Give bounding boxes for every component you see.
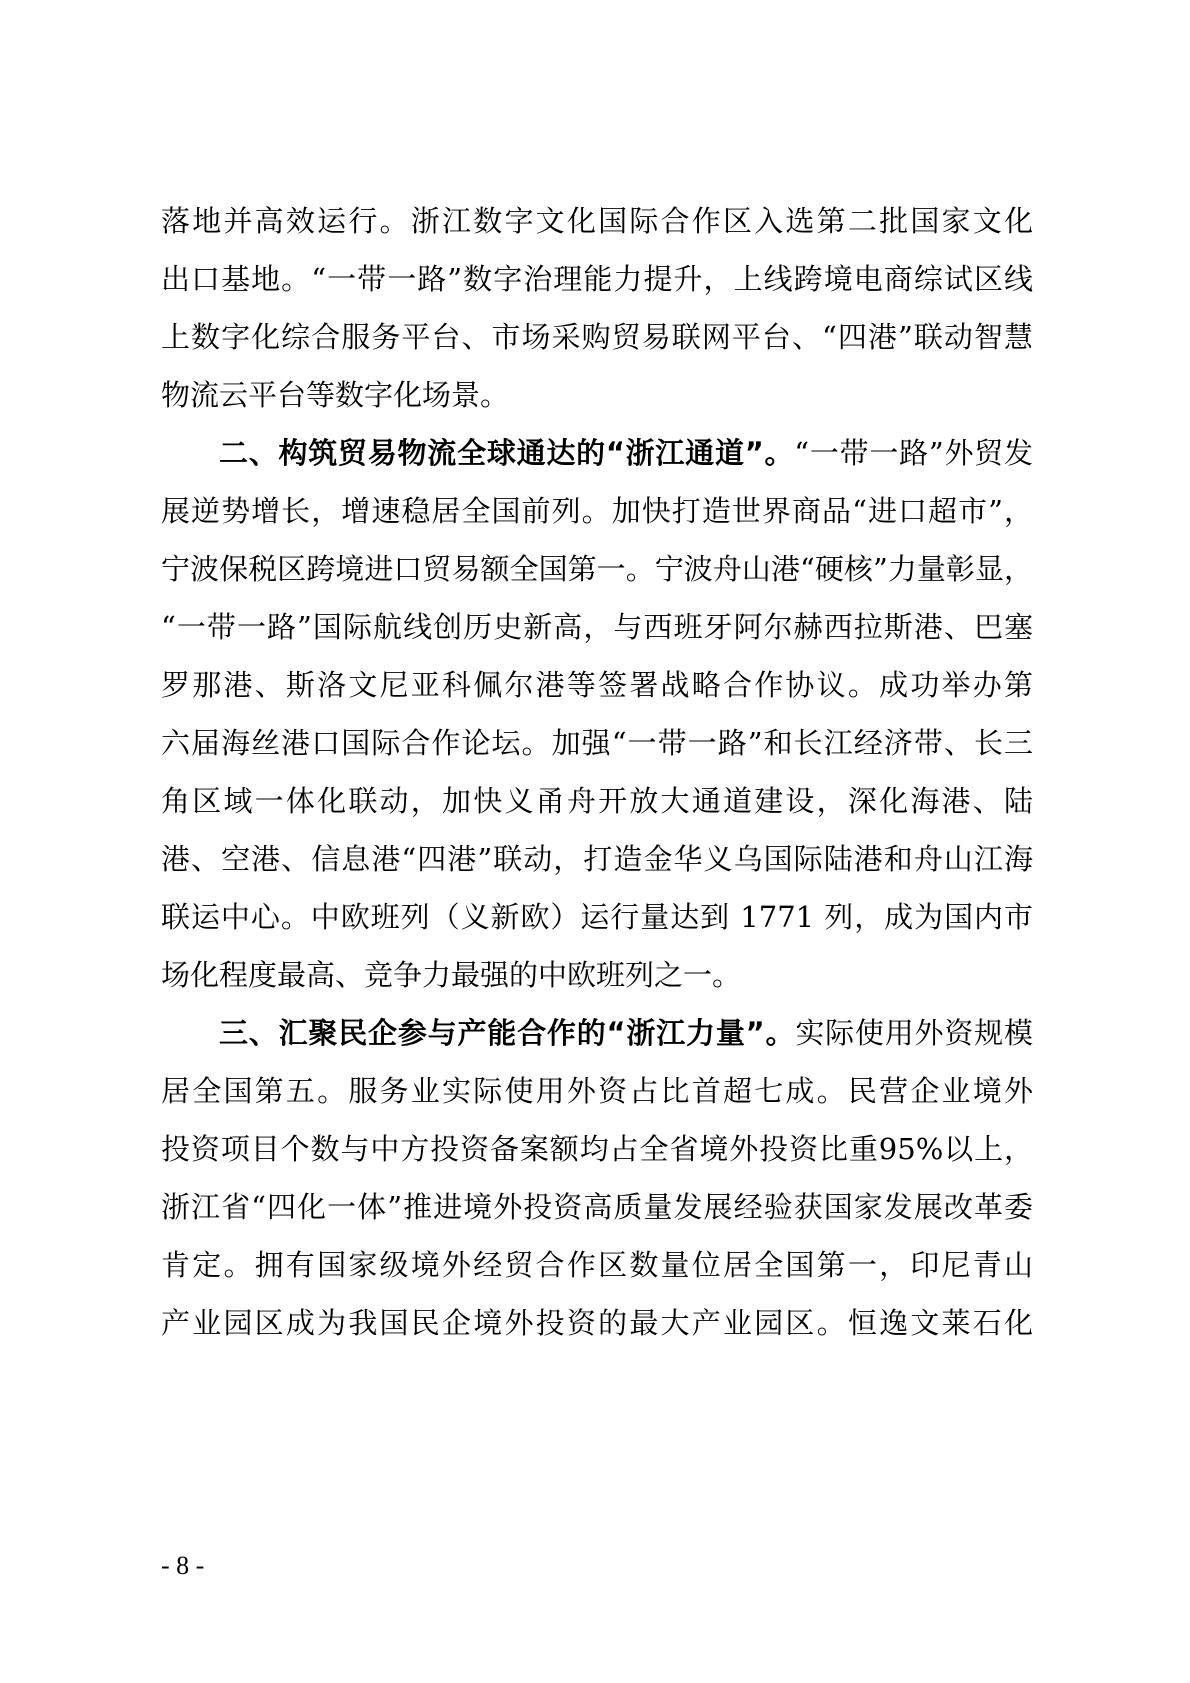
paragraph-3-line-3: 投资项目个数与中方投资备案额均占全省境外投资比重95%以上， — [161, 1132, 1033, 1166]
paragraph-3-line-1-rest: 实际使用外资规模 — [795, 1016, 1033, 1050]
paragraph-2-line-8: 港、空港、信息港“四港”联动，打造金华义乌国际陆港和舟山江海 — [161, 842, 1033, 876]
paragraph-2-line-3: 宁波保税区跨境进口贸易额全国第一。宁波舟山港“硬核”力量彰显， — [161, 552, 1033, 586]
paragraph-1-line-4: 物流云平台等数字化场景。 — [161, 378, 510, 412]
paragraph-1-line-2: 出口基地。“一带一路”数字治理能力提升，上线跨境电商综试区线 — [161, 262, 1033, 296]
paragraph-2-heading: 二、构筑贸易物流全球通达的“浙江通道”。 — [219, 436, 795, 470]
paragraph-2-line-5: 罗那港、斯洛文尼亚科佩尔港等签署战略合作协议。成功举办第 — [161, 668, 1033, 702]
paragraph-3-heading: 三、汇聚民企参与产能合作的“浙江力量”。 — [219, 1016, 796, 1050]
paragraph-1-line-3: 上数字化综合服务平台、市场采购贸易联网平台、“四港”联动智慧 — [161, 320, 1033, 354]
paragraph-3-line-4: 浙江省“四化一体”推进境外投资高质量发展经验获国家发展改革委 — [161, 1190, 1033, 1224]
paragraph-2-line-6: 六届海丝港口国际合作论坛。加强“一带一路”和长江经济带、长三 — [161, 726, 1033, 760]
paragraph-3-line-2: 居全国第五。服务业实际使用外资占比首超七成。民营企业境外 — [161, 1074, 1033, 1108]
paragraph-3-line-1 — [219, 1013, 1033, 1053]
paragraph-2-line-7: 角区域一体化联动，加快义甬舟开放大通道建设，深化海港、陆 — [161, 784, 1033, 818]
paragraph-2-line-2: 展逆势增长，增速稳居全国前列。加快打造世界商品“进口超市”， — [161, 494, 1033, 528]
paragraph-3-line-5: 肯定。拥有国家级境外经贸合作区数量位居全国第一，印尼青山 — [161, 1248, 1033, 1282]
paragraph-2-line-9: 联运中心。中欧班列（义新欧）运行量达到 1771 列，成为国内市 — [161, 900, 1033, 934]
paragraph-3-line-6: 产业园区成为我国民企境外投资的最大产业园区。恒逸文莱石化 — [161, 1306, 1033, 1340]
paragraph-2-line-4: “一带一路”国际航线创历史新高，与西班牙阿尔赫西拉斯港、巴塞 — [161, 610, 1033, 644]
page-number: - 8 - — [161, 1551, 205, 1580]
paragraph-2-line-1-rest: “一带一路”外贸发 — [794, 436, 1033, 470]
paragraph-1-line-1: 落地并高效运行。浙江数字文化国际合作区入选第二批国家文化 — [161, 204, 1033, 238]
paragraph-2-line-1 — [219, 433, 1033, 473]
paragraph-2-line-10: 场化程度最高、竞争力最强的中欧班列之一。 — [161, 958, 742, 992]
